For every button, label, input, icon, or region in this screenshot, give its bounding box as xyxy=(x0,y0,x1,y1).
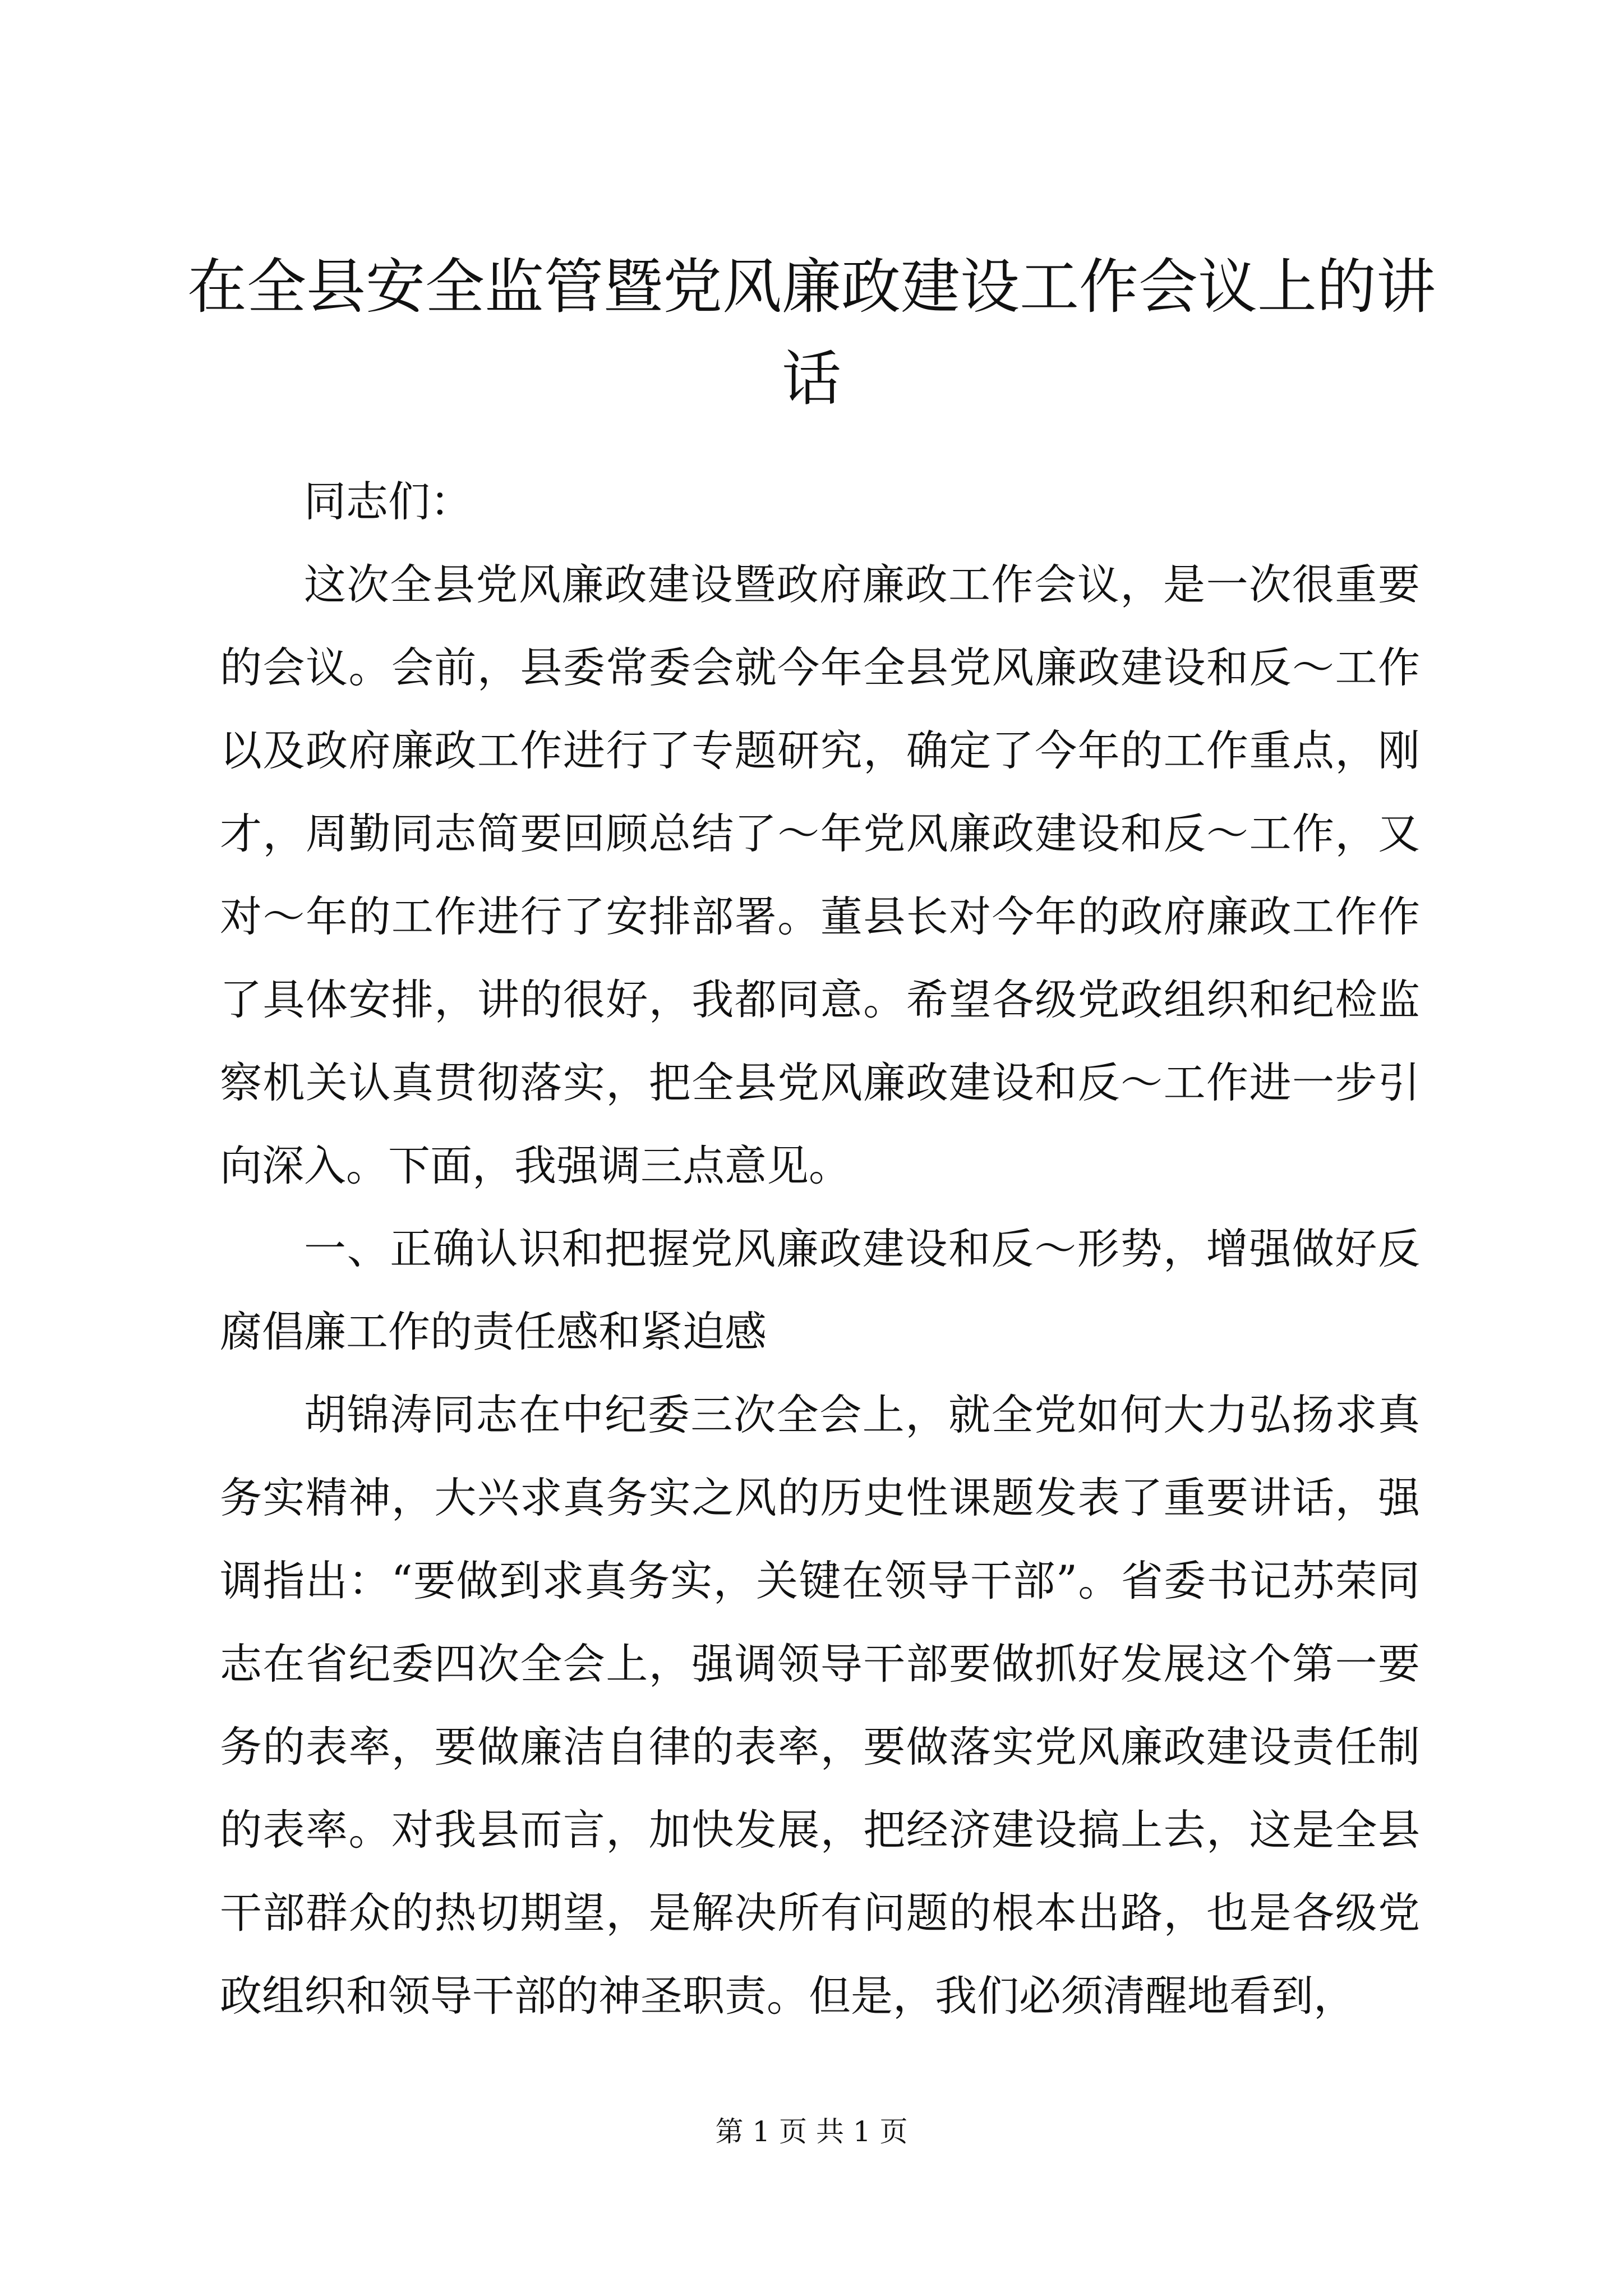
document-title: 在全县安全监管暨党风廉政建设工作会议上的讲话 xyxy=(187,252,1436,413)
body-paragraph: 胡锦涛同志在中纪委三次全会上，就全党如何大力弘扬求真务实精神，大兴求真务实之风的历史性课题发表了重要讲话，强调指出：“要做到求真务实，关键在领导干部”。省委书记苏荣同志在省纪委四次全会上，强调领导干部要做抓好发展这个第一要务的表率，要做廉洁自律的表率，要做落实党风廉政建设责任制的表率。对我县而言，加快发展，把经济建设搞上去，这是全县干部群众的热切期望，是解决所有问题的根本出路，也是各级党政组织和领导干部的神圣职责。但是，我们必须清醒地看到， xyxy=(220,1390,1420,2021)
document-body xyxy=(220,460,1420,2037)
section-heading: 一、正确认识和把握党风廉政建设和反～形势，增强做好反腐倡廉工作的责任感和紧迫感 xyxy=(220,1224,1420,1356)
page-footer: 第 1 页 共 1 页 xyxy=(715,2115,908,2148)
body-paragraph: 这次全县党风廉政建设暨政府廉政工作会议，是一次很重要的会议。会前，县委常委会就今年全县党风廉政建设和反～工作以及政府廉政工作进行了专题研究，确定了今年的工作重点，刚才，周勤同志简要回顾总结了～年党风廉政建设和反～工作，又对～年的工作进行了安排部署。董县长对今年的政府廉政工作作了具体安排，讲的很好，我都同意。希望各级党政组织和纪检监察机关认真贯彻落实，把全县党风廉政建设和反～工作进一步引向深入。下面，我强调三点意见。 xyxy=(220,560,1420,1190)
salutation-paragraph: 同志们： xyxy=(304,477,473,526)
